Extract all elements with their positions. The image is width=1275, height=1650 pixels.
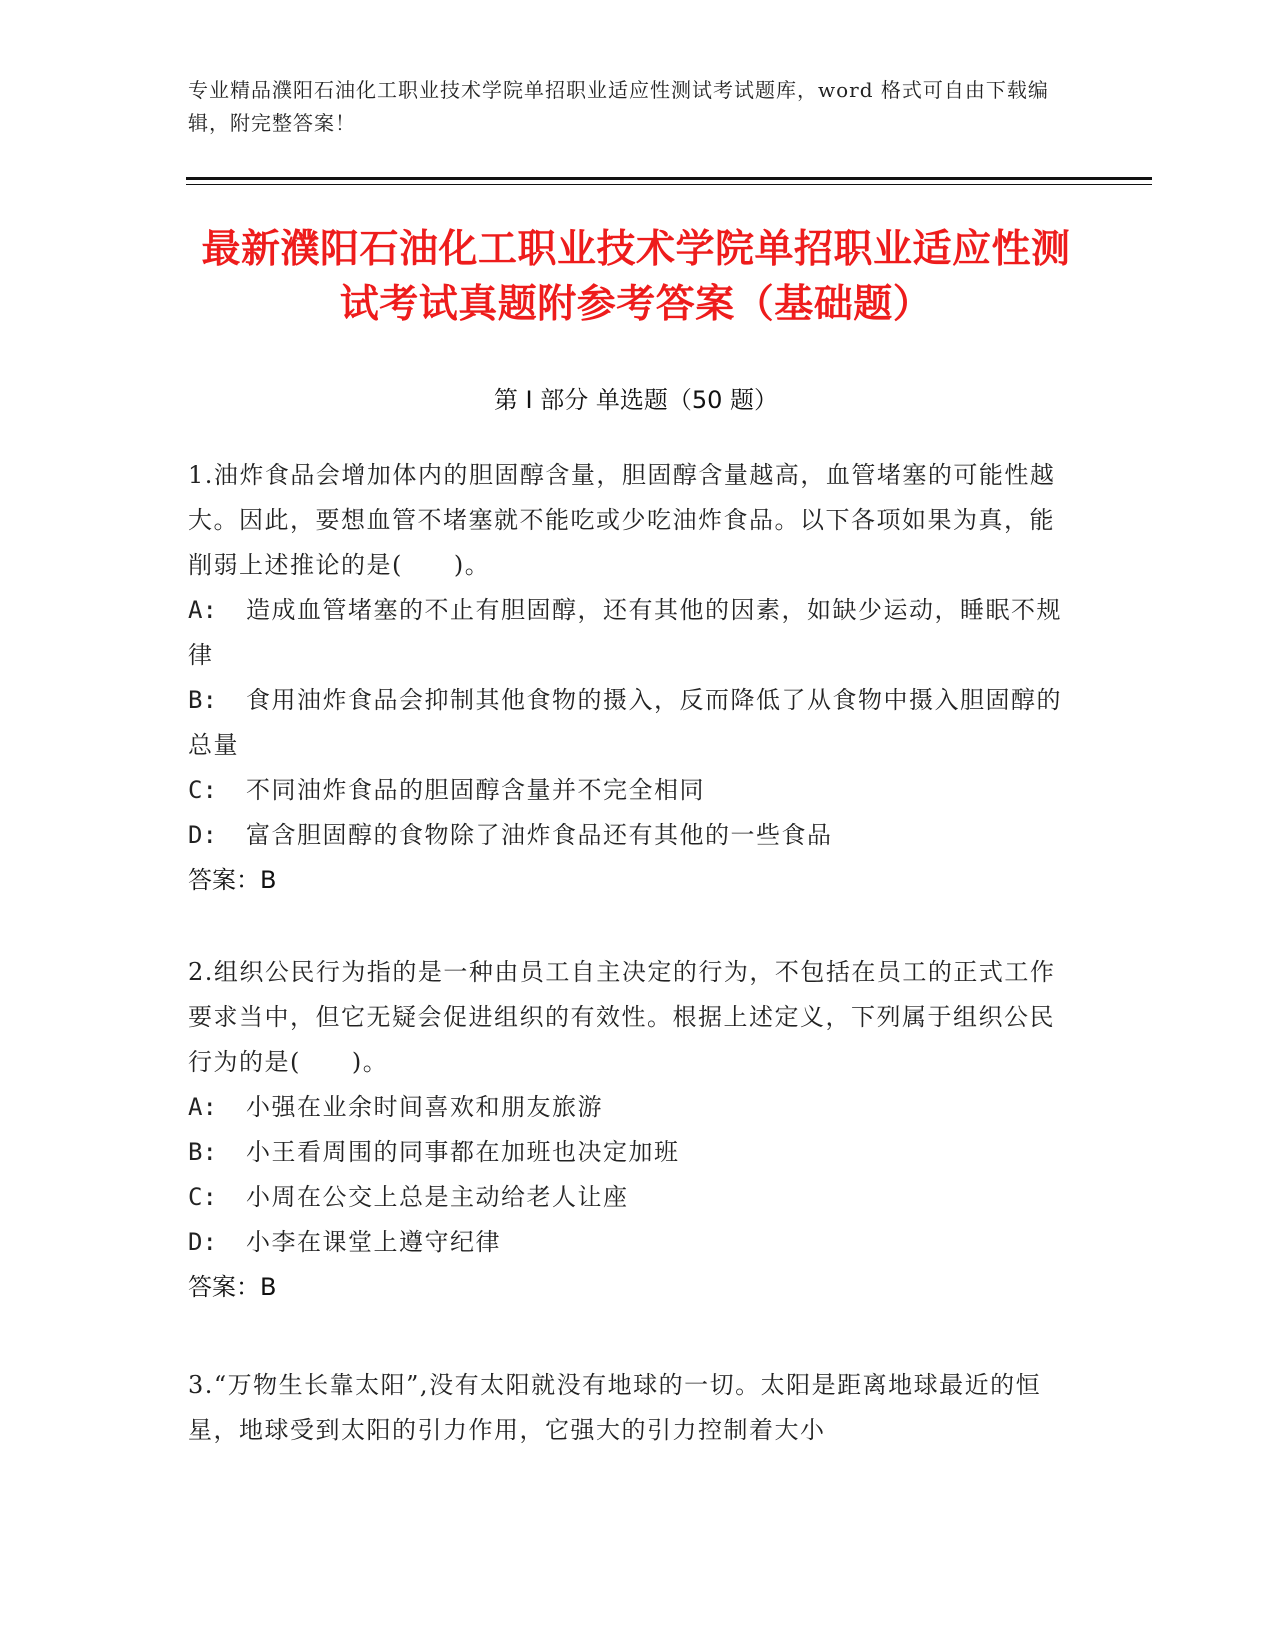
- option-letter: B:: [188, 686, 217, 714]
- option-letter: A:: [188, 1093, 217, 1121]
- option-b: [188, 678, 1068, 768]
- question-stem: 2.组织公民行为指的是一种由员工自主决定的行为，不包括在员工的正式工作 要求当中，但它无疑会促进组织的有效性。根据上述定义，下列属于组织公民行为的是( )。: [188, 958, 1056, 1076]
- option-a: [188, 1085, 1068, 1130]
- header-divider-thin: [186, 184, 1152, 185]
- answer-label: 答案：B: [188, 1273, 277, 1301]
- question-3: [188, 1363, 1068, 1453]
- question-stem: 1.油炸食品会增加体内的胆固醇含量，胆固醇含量越高，血管堵塞的可能性越大。因此，要想血管不堵塞就不能吃或少吃油炸食品。以下各项如果为真，能削弱上述推论的是( )。: [188, 461, 1056, 579]
- option-letter: C:: [188, 1183, 217, 1211]
- question-stem: 3.“万物生长靠太阳”,没有太阳就没有地球的一切。太阳是距离地球最近的恒 星，地球受到太阳的引力作用，它强大的引力控制着大小: [188, 1371, 1067, 1444]
- question-2: [188, 950, 1068, 1310]
- option-text: 小王看周围的同事都在加班也决定加班: [246, 1138, 680, 1166]
- option-text: 不同油炸食品的胆固醇含量并不完全相同: [246, 776, 705, 804]
- option-d: [188, 813, 1068, 858]
- option-a: [188, 588, 1068, 678]
- option-letter: B:: [188, 1138, 217, 1166]
- option-d: [188, 1220, 1068, 1265]
- document-title: 最新濮阳石油化工职业技术学院单招职业适应性测试考试真题附参考答案（基础题）: [201, 227, 1071, 327]
- option-b: [188, 1130, 1068, 1175]
- option-letter: D:: [188, 821, 217, 849]
- option-text: 造成血管堵塞的不止有胆固醇，还有其他的因素，如缺少运动，睡眠不规律: [188, 596, 1062, 669]
- option-text: 食用油炸食品会抑制其他食物的摄入，反而降低了从食物中摄入胆固醇的总量: [188, 686, 1062, 759]
- header-divider: [186, 177, 1152, 180]
- option-text: 富含胆固醇的食物除了油炸食品还有其他的一些食品: [246, 821, 833, 849]
- option-letter: C:: [188, 776, 217, 804]
- option-text: 小强在业余时间喜欢和朋友旅游: [246, 1093, 603, 1121]
- option-text: 小李在课堂上遵守纪律: [246, 1228, 501, 1256]
- option-letter: A:: [188, 596, 217, 624]
- question-1: [188, 453, 1068, 903]
- option-letter: D:: [188, 1228, 217, 1256]
- section-title: 第 I 部分 单选题（50 题）: [493, 386, 779, 414]
- answer-label: 答案：B: [188, 866, 277, 894]
- option-text: 小周在公交上总是主动给老人让座: [246, 1183, 629, 1211]
- option-c: [188, 768, 1068, 813]
- option-c: [188, 1175, 1068, 1220]
- header-note: 专业精品濮阳石油化工职业技术学院单招职业适应性测试考试题库，word 格式可自由下载编辑，附完整答案！: [188, 78, 1049, 135]
